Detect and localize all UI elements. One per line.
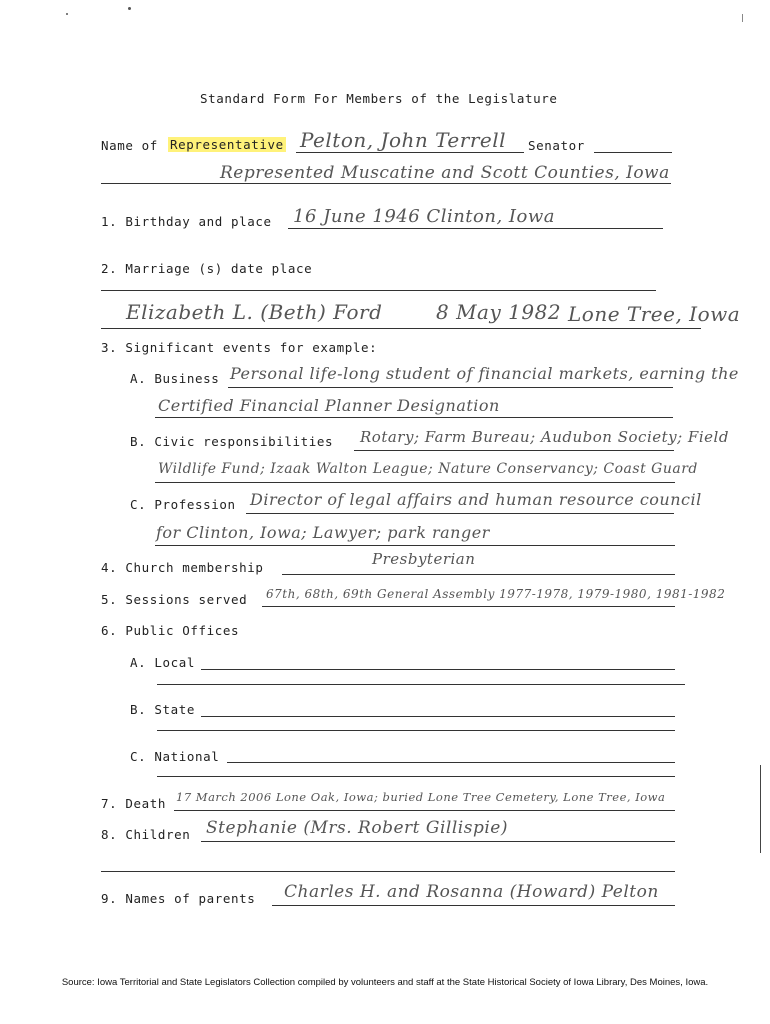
q9-label: 9. Names of parents [101,891,256,906]
scan-mark [760,765,761,853]
q3b-line1: Rotary; Farm Bureau; Audubon Society; Field [360,428,729,446]
q3c-line2: for Clinton, Iowa; Lawyer; park ranger [156,523,490,542]
q9-value: Charles H. and Rosanna (Howard) Pelton [284,882,659,902]
q3b-line2: Wildlife Fund; Izaak Walton League; Nature Conservancy; Coast Guard [158,461,698,477]
senator-label: Senator [528,138,585,153]
q8-underline [201,841,675,842]
q7-value: 17 March 2006 Lone Oak, Iowa; buried Lone Tree Cemetery, Lone Tree, Iowa [176,790,666,804]
q2-underline [101,290,656,291]
q6b-underline2 [157,730,675,731]
form-title: Standard Form For Members of the Legislature [200,91,558,106]
q8-label: 8. Children [101,827,191,842]
q2-date: 8 May 1982 [436,300,562,324]
q1-underline [288,228,663,229]
q6-label: 6. Public Offices [101,623,240,638]
name-label: Name of [101,138,158,153]
q8-value: Stephanie (Mrs. Robert Gillispie) [206,818,508,838]
q3a-line1: Personal life-long student of financial markets, earning the [230,364,739,383]
scan-speck [128,7,131,10]
representative-label: Representative [170,137,284,152]
q6c-underline2 [157,776,675,777]
represented-value: Represented Muscatine and Scott Counties, Iowa [220,163,670,183]
q6b-underline1 [201,716,675,717]
source-caption: Source: Iowa Territorial and State Legislators Collection compiled by volunteers and staff at the State Historical Society of Iowa Library, Des Moines, Iowa. [61,977,709,988]
q6a-label: A. Local [130,655,196,670]
q3a-underline1 [228,387,673,388]
name-underline [296,152,524,153]
q5-underline [262,606,675,607]
q6a-underline1 [201,669,675,670]
name-value: Pelton, John Terrell [300,128,507,152]
q8-underline2 [101,871,675,872]
q3-label: 3. Significant events for example: [101,340,378,355]
q3a-underline2 [155,417,673,418]
q6b-label: B. State [130,702,196,717]
q3c-underline1 [246,513,674,514]
scan-mark [742,14,743,22]
senator-underline [594,152,672,153]
q3c-label: C. Profession [130,497,236,512]
q4-value: Presbyterian [372,550,476,568]
q4-label: 4. Church membership [101,560,264,575]
q3c-line1: Director of legal affairs and human resource council [250,490,702,509]
q3b-underline1 [354,450,674,451]
q3a-line2: Certified Financial Planner Designation [158,396,500,415]
q7-label: 7. Death [101,796,167,811]
q3b-underline2 [155,482,675,483]
q6c-underline1 [227,762,675,763]
q2-spouse: Elizabeth L. (Beth) Ford [126,300,383,324]
q7-underline [174,810,675,811]
q3b-label: B. Civic responsibilities [130,434,334,449]
q2-place: Lone Tree, Iowa [568,302,741,326]
q5-value: 67th, 68th, 69th General Assembly 1977-1978, 1979-1980, 1981-1982 [266,587,726,601]
q3c-underline2 [155,545,675,546]
q5-label: 5. Sessions served [101,592,248,607]
q3a-label: A. Business [130,371,220,386]
q6c-label: C. National [130,749,220,764]
q2-value-underline [101,328,701,329]
scan-speck [66,13,68,15]
represented-underline [101,183,671,184]
q1-value: 16 June 1946 Clinton, Iowa [293,206,556,227]
q1-label: 1. Birthday and place [101,214,272,229]
q9-underline [272,905,675,906]
q4-underline [282,574,675,575]
q2-label: 2. Marriage (s) date place [101,261,313,276]
q6a-underline2 [157,684,685,685]
